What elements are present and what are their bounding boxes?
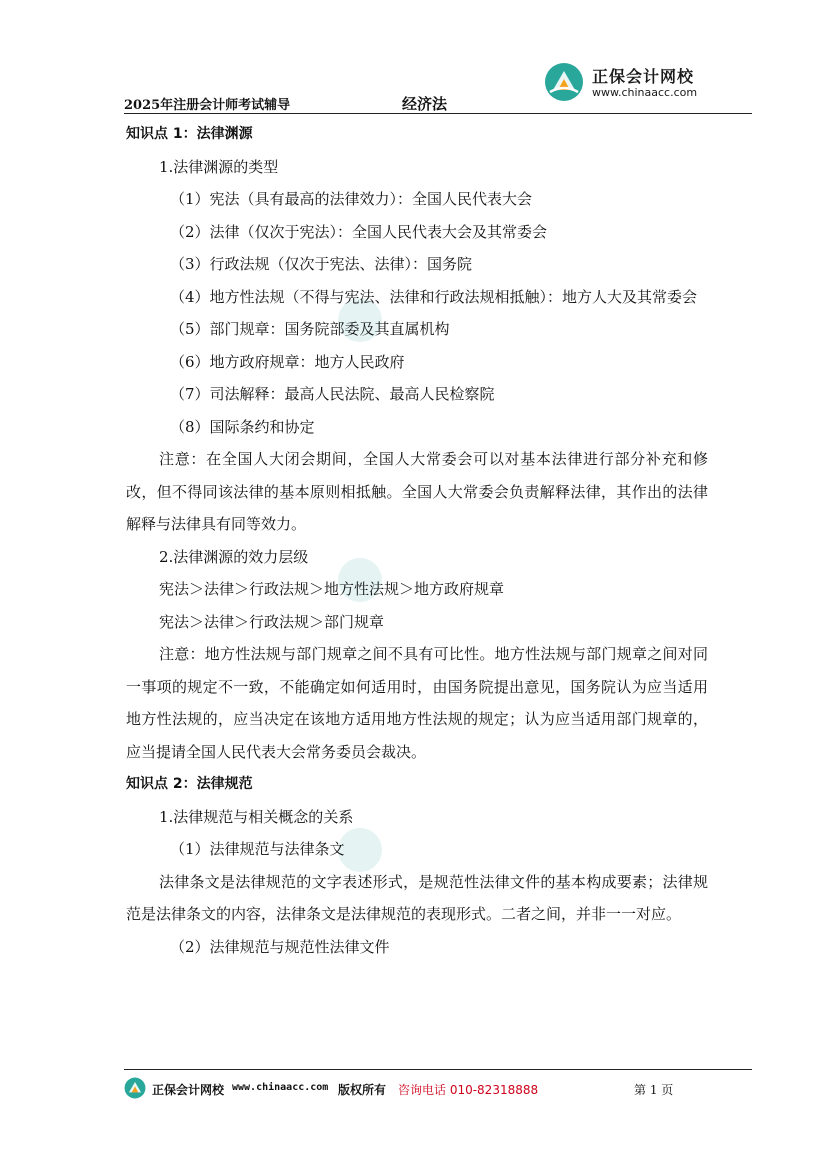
page-header [124, 60, 752, 114]
header-subject: 经济法 [402, 95, 448, 113]
section-heading: 知识点 1：法律渊源 [126, 126, 253, 142]
footer-logo-icon [124, 1077, 146, 1099]
body-line: 法律条文是法律规范的文字表述形式，是规范性法律文件的基本构成要素；法律规范是法律条文的内容，法律条文是法律规范的表现形式。二者之间，并非一一对应。 [126, 872, 708, 923]
body-line: （8）国际条约和协定 [170, 417, 315, 436]
body-line: （7）司法解释：最高人民法院、最高人民检察院 [170, 385, 495, 403]
body-line: （4）地方性法规（不得与宪法、法律和行政法规相抵触）：地方人大及其常委会 [170, 287, 698, 306]
brand-logo-icon [544, 62, 584, 102]
brand-logo [544, 60, 754, 106]
logo-brand-name: 正保会计网校 [592, 67, 695, 86]
page-number: 第 1 页 [634, 1083, 674, 1097]
body-line: （5）部门规章：国务院部委及其直属机构 [170, 320, 450, 338]
logo-url: www.chinaacc.com [592, 86, 698, 99]
body-line: （1）法律规范与法律条文 [170, 840, 345, 858]
body-line: 注意：地方性法规与部门规章之间不具有可比性。地方性法规与部门规章之间对同一事项的规定不一致，不能确定如何适用时，由国务院提出意见，国务院认为应当适用地方性法规的，应当决定在该地方适用地方性法规的规定；认为应当适用部门规章的，应当提请全国人民代表大会常务委员会裁决。 [126, 645, 708, 761]
section-heading: 知识点 2：法律规范 [126, 776, 253, 792]
body-line: （1）宪法（具有最高的法律效力）：全国人民代表大会 [170, 190, 533, 208]
header-divider [124, 113, 752, 114]
body-line: 注意：在全国人大闭会期间，全国人大常委会可以对基本法律进行部分补充和修改，但不得同该法律的基本原则相抵触。全国人大常委会负责解释法律，其作出的法律解释与法律具有同等效力。 [126, 450, 708, 533]
body-line: 1.法律规范与相关概念的关系 [159, 807, 354, 826]
header-course-title: 2025年注册会计师考试辅导 [124, 98, 291, 113]
body-line: （3）行政法规（仅次于宪法、法律）：国务院 [170, 255, 473, 273]
body-line: （6）地方政府规章：地方人民政府 [170, 352, 405, 371]
footer-divider [124, 1069, 752, 1070]
footer-brand-name: 正保会计网校 [152, 1083, 225, 1097]
document-body [126, 118, 708, 963]
footer-hotline: 咨询电话 010-82318888 [398, 1083, 539, 1097]
body-line: 宪法＞法律＞行政法规＞地方性法规＞地方政府规章 [159, 580, 505, 598]
footer-url: www.chinaacc.com [232, 1082, 329, 1093]
page-footer [124, 1075, 752, 1103]
body-line: 宪法＞法律＞行政法规＞部门规章 [159, 612, 385, 631]
body-line: 2.法律渊源的效力层级 [159, 547, 309, 566]
body-line: （2）法律规范与规范性法律文件 [170, 937, 390, 956]
body-line: （2）法律（仅次于宪法）：全国人民代表大会及其常委会 [170, 222, 548, 241]
body-line: 1.法律渊源的类型 [159, 157, 279, 176]
footer-rights: 版权所有 [338, 1083, 387, 1097]
